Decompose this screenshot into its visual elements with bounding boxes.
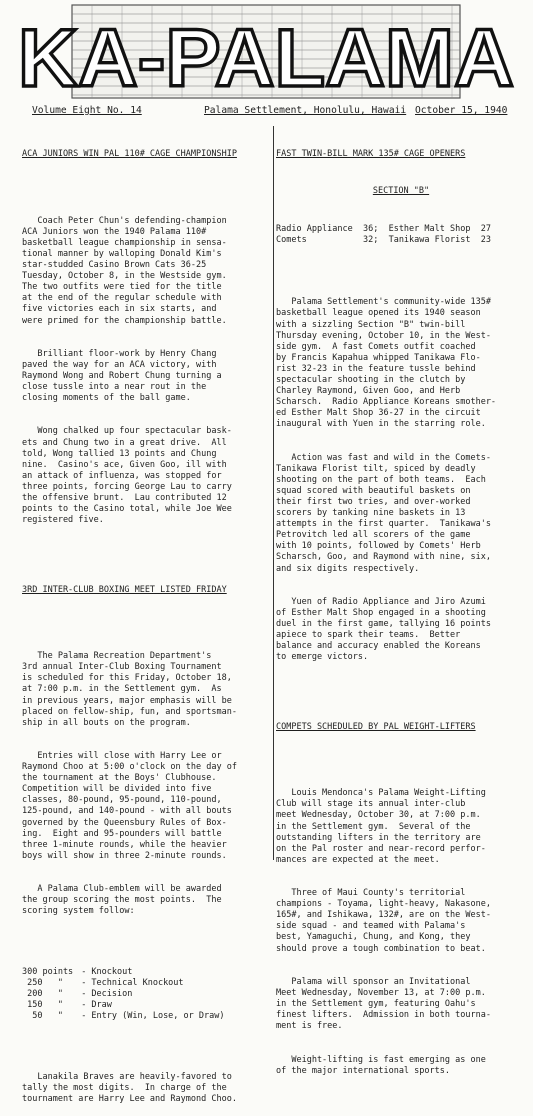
twinbill-scores: Radio Appliance 36; Esther Malt Shop 27 Comets 32; Tanikawa Florist 23: [276, 223, 491, 245]
scoring-points: 300 points: [22, 966, 74, 977]
scoring-result: - Decision: [81, 988, 133, 999]
aca-paragraph: Brilliant floor-work by Henry Chang paved the way for an ACA victory, with Raymond Wong and Robert Chung turning a close tussle into a near rout in the closing moments of the ball game.: [22, 348, 222, 404]
left-column: [22, 127, 273, 1104]
scoring-row: [22, 967, 224, 978]
aca-paragraph: Wong chalked up four spectacular bask- ets and Chung two in a great drive. All told, Wong tallied 13 points and Chung nine. Casino's ace, Given Goo, ill with an attack of influenza, was stopped for three points, forcing George Lau to carry the offensive brunt. Lau contributed 12 points to the Casino total, while Joe Wee registered five.: [22, 426, 232, 526]
scoring-points: 250 ": [22, 977, 63, 988]
scoring-result: - Technical Knockout: [81, 977, 184, 988]
weightlifters-paragraph: Weight-lifting is fast emerging as one of the major international sports.: [276, 1054, 486, 1076]
weightlifters-headline: COMPETS SCHEDULED BY PAL WEIGHT-LIFTERS: [276, 721, 476, 732]
scoring-table: [22, 967, 224, 1022]
twinbill-paragraph: Yuen of Radio Appliance and Jiro Azumi of Esther Malt Shop engaged in a shooting duel in the first game, tallying 16 points apiece to spark their teams. Better balance and accuracy enabled the Koreans to emerge victors.: [276, 596, 491, 663]
boxing-paragraph: Entries will close with Harry Lee or Raymond Choo at 5:00 o'clock on the day of the tournament at the Boys' Clubhouse. Competition will be divided into five classes, 80-pound, 95-pound, 110-pound, 125-pound, and 140-pound - with all bouts governed by the Queensbury Rules of Box- ing. Eight and 95-pounders will battle three 1-minute rounds, while the heavier boys will show in three 2-minute rounds.: [22, 750, 237, 861]
issue-place: Palama Settlement, Honolulu, Hawaii: [204, 105, 407, 116]
weightlifters-paragraph: Louis Mendonca's Palama Weight-Lifting Club will stage its annual inter-club meet Wednesday, October 30, at 7:00 p.m. in the Settlement gym. Several of the outstanding lifters in the territory are on the Pal roster and near-record perfor- mances are expected at the meet.: [276, 788, 486, 865]
twinbill-headline: FAST TWIN-BILL MARK 135# CAGE OPENERS: [276, 149, 466, 160]
scoring-result: - Draw: [81, 1000, 112, 1011]
scoring-row: [22, 989, 224, 1000]
scoring-result: - Entry (Win, Lose, or Draw): [81, 1011, 225, 1022]
scoring-result: - Knockout: [81, 966, 133, 977]
twinbill-paragraph: Palama Settlement's community-wide 135# basketball league opened its 1940 season with a sizzling Section "B" twin-bill Thursday evening, October 10, in the West- side gym. A fast Comets outfit coached by Francis Kapahua whipped Tanikawa Flo- rist 32-23 in the feature tussle behind spectacular shooting in the clutch by Charley Raymond, Given Goo, and Herb Scharsch. Radio Appliance Koreans smother- ed Esther Malt Shop 36-27 in the circuit inaugural with Yuen in the starring role.: [276, 297, 497, 430]
scoring-points: 150 ": [22, 1000, 63, 1011]
scoring-points: 50 ": [22, 1011, 63, 1022]
aca-paragraph: Coach Peter Chun's defending-champion ACA Juniors won the 1940 Palama 110# basketball league championship in sensa- tional manner by walloping Donald Kim's star-studded Casino Brown Cats 36-25 Tuesday, October 8, in the Westside gym. The two outfits were tied for the title at the end of the regular schedule with five victories each in six starts, and were primed for the championship battle.: [22, 215, 227, 326]
column-divider: [273, 126, 274, 860]
boxing-paragraph: The Palama Recreation Department's 3rd annual Inter-Club Boxing Tournament is scheduled for this Friday, October 18, at 7:00 p.m. in the Settlement gym. As in previous years, major emphasis will be placed on fellow-ship, fun, and sportsman- ship in all bouts on the program.: [22, 651, 237, 728]
scoring-points: 200 ": [22, 988, 63, 999]
boxing-paragraph: Lanakila Braves are heavily-favored to tally the most digits. In charge of the tournament are Harry Lee and Raymond Choo.: [22, 1071, 237, 1104]
scoring-row: [22, 978, 224, 989]
issue-volume: Volume Eight No. 14: [32, 105, 142, 116]
masthead-graphic: [2, 2, 530, 102]
twinbill-section-label: SECTION "B": [372, 186, 430, 197]
scoring-row: [22, 1011, 224, 1022]
weightlifters-paragraph: Palama will sponsor an Invitational Meet Wednesday, November 13, at 7:00 p.m. in the Settlement gym, featuring Oahu's finest lifters. Admission in both tourna- ment is free.: [276, 976, 491, 1032]
masthead-title: KA-PALAMA: [18, 13, 514, 104]
boxing-paragraph: A Palama Club-emblem will be awarded the group scoring the most points. The scoring system follow:: [22, 884, 222, 917]
twinbill-paragraph: Action was fast and wild in the Comets- Tanikawa Florist tilt, spiced by deadly shooting on the part of both teams. Each squad scored with beautiful baskets on their first two tries, and over-worked scorers by tanking nine baskets in 13 attempts in the first quarter. Tanikawa's Petrovitch led all scorers of the game with 10 points, followed by Comets' Herb Scharsch, Goo, and Raymond with nine, six, and six digits respectively.: [276, 452, 491, 574]
scoring-row: [22, 1000, 224, 1011]
masthead: [2, 2, 530, 102]
weightlifters-paragraph: Three of Maui County's territorial champions - Toyama, light-heavy, Nakasone, 165#, and Ishikawa, 132#, are on the West- side squad - and teamed with Palama's best, Yamaguchi, Chung, and Kong, they should prove a tough combination to beat.: [276, 888, 491, 954]
boxing-headline: 3RD INTER-CLUB BOXING MEET LISTED FRIDAY: [22, 584, 227, 595]
issue-date: October 15, 1940: [415, 105, 508, 116]
aca-headline: ACA JUNIORS WIN PAL 110# CAGE CHAMPIONSHIP: [22, 149, 237, 160]
right-column: [276, 127, 526, 1076]
